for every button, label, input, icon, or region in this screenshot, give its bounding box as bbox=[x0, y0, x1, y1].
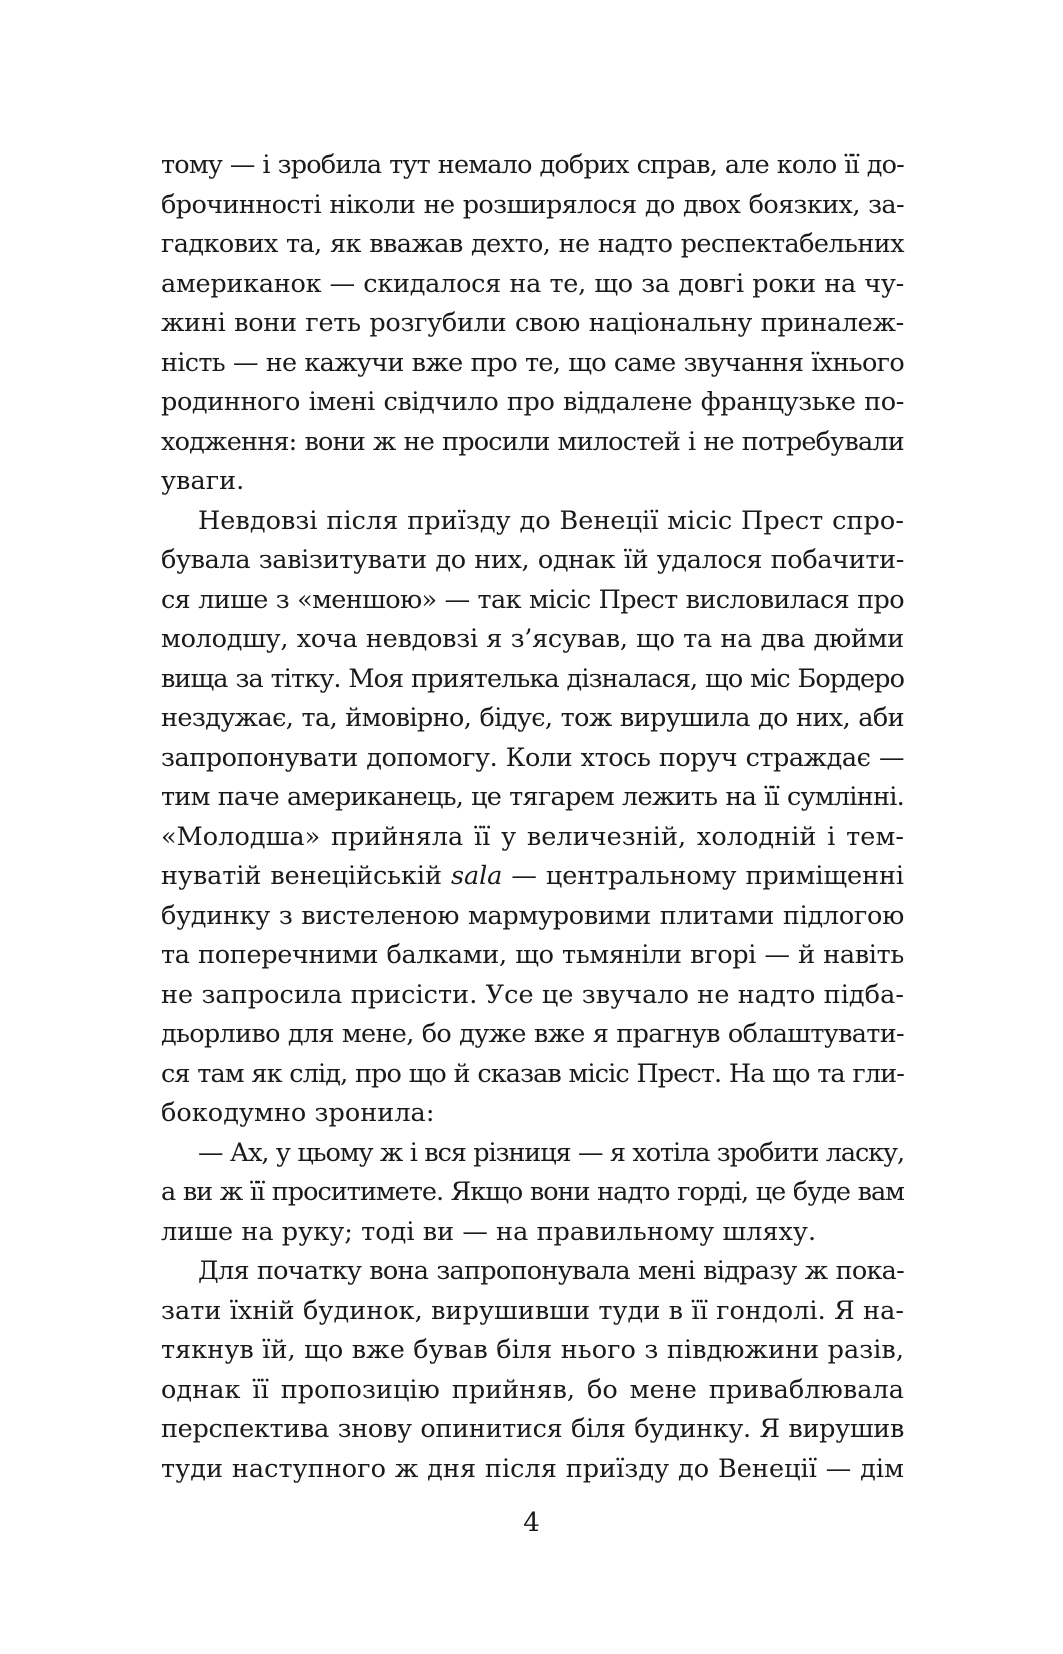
text-line: вища за тітку. Моя приятелька дізналася, що міс Бордеро bbox=[161, 663, 904, 694]
text-line: американок — скидалося на те, що за довгі роки на чу- bbox=[161, 268, 904, 299]
text-line: та поперечними балками, що тьмяніли вгорі — й навіть bbox=[161, 940, 904, 970]
text-line: Невдовзі після приїзду до Венеції місіс Прест спро- bbox=[198, 505, 904, 536]
text-line: — Ах, у цьому ж і вся різниця — я хотіла зробити ласку, bbox=[198, 1137, 904, 1168]
paragraph-4 bbox=[161, 1252, 904, 1489]
text-line: гадкових та, як вважав дехто, не надто респектабельних bbox=[161, 229, 904, 259]
text-line-with-italic bbox=[161, 857, 904, 897]
text-fragment: нуватій венеційській bbox=[161, 861, 451, 891]
text-line: нездужає, та, ймовірно, бідує, тож вирушила до них, аби bbox=[161, 703, 904, 733]
text-line: однак її пропозицію прийняв, бо мене приваблювала bbox=[161, 1374, 904, 1405]
text-line: жині вони геть розгубили свою національну приналеж- bbox=[161, 308, 904, 338]
text-fragment: — центральному приміщенні bbox=[502, 861, 905, 891]
text-line: ся там як слід, про що й сказав місіс Прест. На що та гли- bbox=[161, 1058, 904, 1089]
text-line: Для початку вона запропонувала мені відразу ж пока- bbox=[198, 1256, 904, 1286]
text-line: тим паче американець, це тягарем лежить на її сумлінні. bbox=[161, 782, 904, 812]
italic-word: sala bbox=[450, 861, 503, 891]
text-line: брочинності ніколи не розширялося до двох боязких, за- bbox=[161, 189, 904, 220]
text-line: родинного імені свідчило про віддалене французьке по- bbox=[161, 387, 904, 417]
text-line: тому — і зробила тут немало добрих справ, але коло її до- bbox=[161, 150, 904, 180]
text-line: лише на руку; тоді ви — на правильному шляху. bbox=[161, 1216, 817, 1247]
text-line: а ви ж її проситимете. Якщо вони надто горді, це буде вам bbox=[161, 1177, 904, 1207]
text-line: бокодумно зронила: bbox=[161, 1098, 435, 1128]
paragraph-1 bbox=[161, 146, 904, 502]
text-line: «Молодша» прийняла її у величезній, холодній і тем- bbox=[161, 821, 904, 852]
text-line: не запросила присісти. Усе це звучало не надто підба- bbox=[161, 979, 904, 1010]
page-number: 4 bbox=[523, 1508, 540, 1538]
text-line: бувала завізитувати до них, однак їй удалося побачити- bbox=[161, 545, 904, 575]
text-line: туди наступного ж дня після приїзду до Венеції — дім bbox=[161, 1453, 904, 1484]
text-line: уваги. bbox=[161, 466, 245, 496]
text-line: перспектива знову опинитися біля будинку. Я вирушив bbox=[161, 1414, 904, 1444]
text-line: дьорливо для мене, бо дуже вже я прагнув облаштувати- bbox=[161, 1019, 904, 1049]
text-line: зати їхній будинок, вирушивши туди в її гондолі. Я на- bbox=[161, 1295, 904, 1326]
text-line: молодшу, хоча невдовзі я з’ясував, що та на два дюйми bbox=[161, 624, 904, 654]
body-text bbox=[161, 146, 904, 1489]
paragraph-3 bbox=[161, 1134, 904, 1253]
text-line: ся лише з «меншою» — так місіс Прест висловилася про bbox=[161, 584, 904, 615]
text-line: запропонувати допомогу. Коли хтось поруч страждає — bbox=[161, 742, 904, 773]
text-line: ходження: вони ж не просили милостей і не потребували bbox=[161, 426, 904, 457]
paragraph-2 bbox=[161, 502, 904, 1134]
text-line: ність — не кажучи вже про те, що саме звучання їхнього bbox=[161, 347, 904, 378]
text-line: тякнув їй, що вже бував біля нього з півдюжини разів, bbox=[161, 1335, 904, 1365]
text-line: будинку з вистеленою мармуровими плитами підлогою bbox=[161, 900, 904, 931]
